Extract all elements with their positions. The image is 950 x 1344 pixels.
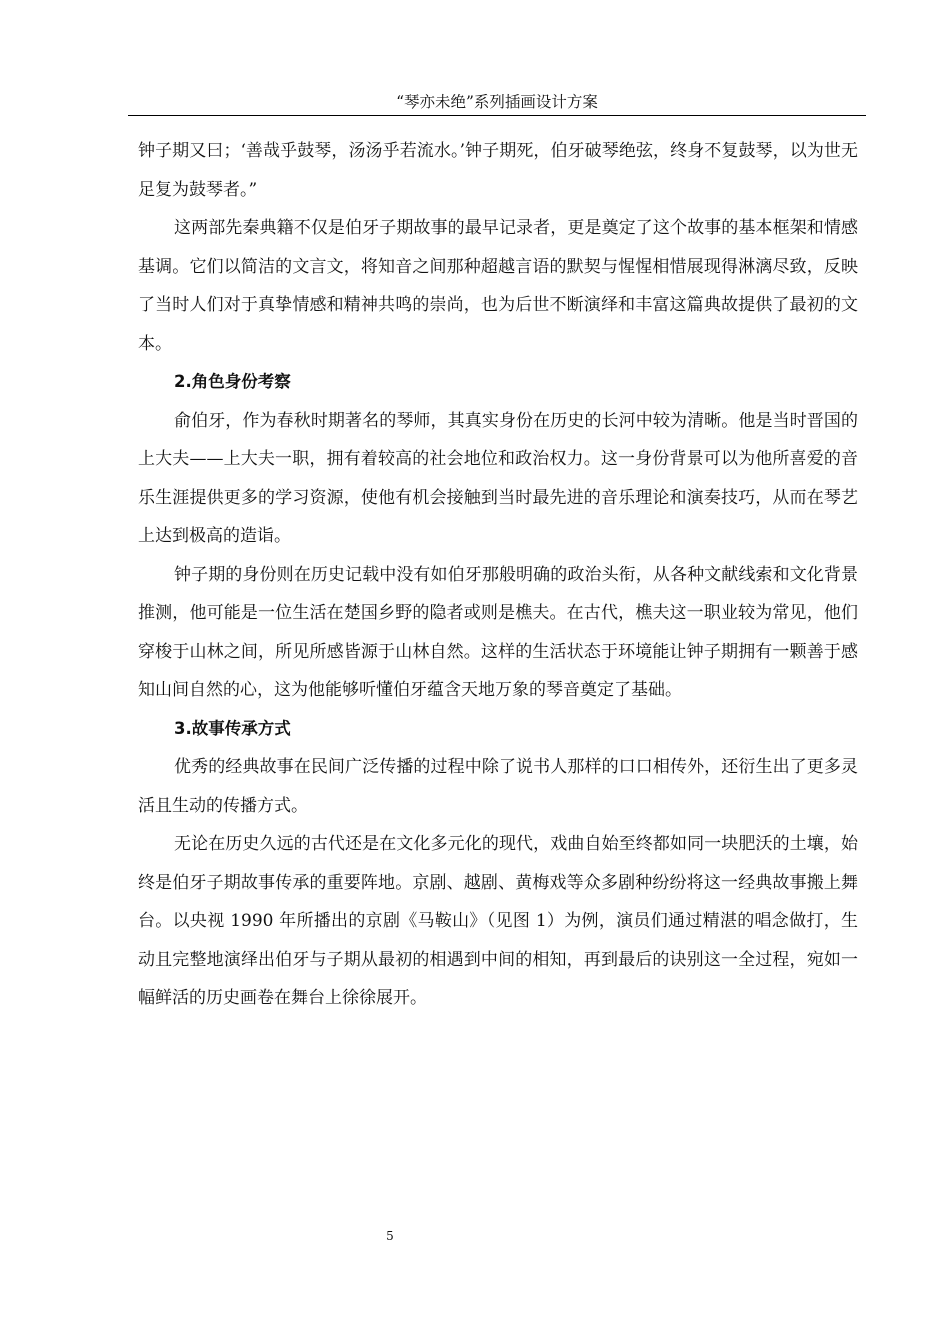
paragraph-quote-continuation: 钟子期又曰；‘善哉乎鼓琴，汤汤乎若流水。’钟子期死，伯牙破琴绝弦，终身不复鼓琴，以为世无足复为鼓琴者。”	[138, 141, 858, 200]
paragraph: 钟子期的身份则在历史记载中没有如伯牙那般明确的政治头衔，从各种文献线索和文化背景推测，他可能是一位生活在楚国乡野的隐者或则是樵夫。在古代，樵夫这一职业较为常见，他们穿梭于山林之间，所见所感皆源于山林自然。这样的生活状态于环境能让钟子期拥有一颗善于感知山间自然的心，这为他能够听懂伯牙蕴含天地万象的琴音奠定了基础。	[138, 564, 858, 700]
paragraph: 优秀的经典故事在民间广泛传播的过程中除了说书人那样的口口相传外，还衍生出了更多灵活且生动的传播方式。	[138, 757, 858, 816]
section-heading-story-transmission: 3.故事传承方式	[174, 718, 291, 738]
paragraph: 无论在历史久远的古代还是在文化多元化的现代，戏曲自始至终都如同一块肥沃的土壤，始终是伯牙子期故事传承的重要阵地。京剧、越剧、黄梅戏等众多剧种纷纷将这一经典故事搬上舞台。以央视 1990 年所播出的京剧《马鞍山》（见图 1）为例，演员们通过精湛的唱念做打，生动且完整地演绎出伯牙与子期从最初的相遇到中间的相知，再到最后的诀别这一全过程，宛如一幅鲜活的历史画卷在舞台上徐徐展开。	[138, 834, 858, 1008]
main-content	[138, 132, 858, 1018]
running-header: “琴亦未绝”系列插画设计方案	[396, 93, 598, 111]
section-heading-role-identity: 2.角色身份考察	[174, 372, 291, 391]
header-divider	[128, 115, 866, 116]
paragraph: 这两部先秦典籍不仅是伯牙子期故事的最早记录者，更是奠定了这个故事的基本框架和情感基调。它们以简洁的文言文，将知音之间那种超越言语的默契与惺惺相惜展现得淋漓尽致，反映了当时人们对于真挚情感和精神共鸣的崇尚，也为后世不断演绎和丰富这篇典故提供了最初的文本。	[138, 218, 858, 354]
page-number: 5	[386, 1229, 394, 1243]
paragraph: 俞伯牙，作为春秋时期著名的琴师，其真实身份在历史的长河中较为清晰。他是当时晋国的上大夫——上大夫一职，拥有着较高的社会地位和政治权力。这一身份背景可以为他所喜爱的音乐生涯提供更多的学习资源，使他有机会接触到当时最先进的音乐理论和演奏技巧，从而在琴艺上达到极高的造诣。	[138, 410, 858, 546]
